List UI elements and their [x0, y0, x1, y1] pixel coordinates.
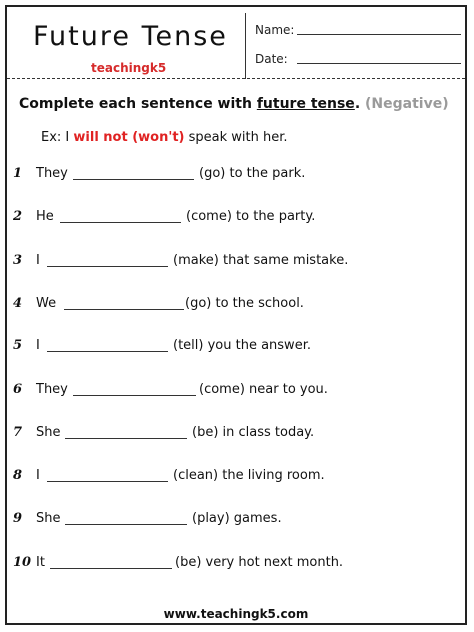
date-field[interactable] [297, 63, 461, 64]
item-number: 1 [13, 166, 23, 181]
item-subject: I [36, 338, 40, 353]
answer-blank[interactable] [65, 524, 187, 525]
item-rest: (play) games. [192, 511, 282, 526]
date-label: Date: [255, 52, 288, 66]
item-number: 8 [13, 468, 23, 483]
item-subject: They [36, 166, 68, 181]
instruction-keyword: future tense [256, 96, 355, 112]
item-number: 2 [13, 209, 23, 224]
example-suffix: speak with her. [184, 130, 288, 145]
item-number: 7 [13, 425, 23, 440]
item-rest: (go) to the park. [199, 166, 306, 181]
item-number: 3 [13, 253, 23, 268]
name-field[interactable] [297, 34, 461, 35]
answer-blank[interactable] [73, 395, 196, 396]
item-subject: I [36, 468, 40, 483]
item-subject: It [36, 555, 45, 570]
example-sentence [41, 130, 288, 145]
name-label: Name: [255, 23, 295, 37]
instruction-prefix: Complete each sentence with [19, 96, 257, 112]
example-prefix: Ex: I [41, 130, 74, 145]
list-item [7, 338, 467, 358]
item-number: 5 [13, 338, 23, 353]
list-item [7, 511, 467, 531]
list-item [7, 166, 467, 186]
answer-blank[interactable] [64, 309, 184, 310]
instruction-text [19, 96, 449, 112]
item-subject: She [36, 511, 61, 526]
answer-blank[interactable] [50, 568, 172, 569]
item-rest: (tell) you the answer. [173, 338, 311, 353]
item-subject: He [36, 209, 54, 224]
answer-blank[interactable] [47, 481, 168, 482]
item-subject: They [36, 382, 68, 397]
item-rest: (be) very hot next month. [175, 555, 344, 570]
item-rest: (make) that same mistake. [173, 253, 349, 268]
list-item [7, 253, 467, 273]
list-item [7, 382, 467, 402]
list-item [7, 555, 467, 575]
worksheet-title: Future Tense [33, 21, 228, 52]
worksheet [5, 5, 467, 625]
item-rest: (clean) the living room. [173, 468, 325, 483]
answer-blank[interactable] [47, 351, 168, 352]
example-highlight: will not (won't) [73, 130, 185, 145]
item-number: 10 [13, 555, 32, 570]
instruction-period: . [354, 96, 361, 112]
answer-blank[interactable] [73, 179, 194, 180]
item-rest: (be) in class today. [192, 425, 315, 440]
header-divider [245, 13, 246, 79]
list-item [7, 425, 467, 445]
item-subject: She [36, 425, 61, 440]
dashed-divider [7, 78, 465, 79]
item-number: 6 [13, 382, 23, 397]
answer-blank[interactable] [47, 266, 168, 267]
item-number: 9 [13, 511, 23, 526]
answer-blank[interactable] [65, 438, 187, 439]
item-rest: (go) to the school. [185, 296, 304, 311]
item-rest: (come) to the party. [186, 209, 316, 224]
footer-website: www.teachingk5.com [163, 607, 309, 621]
list-item [7, 296, 467, 316]
item-rest: (come) near to you. [199, 382, 328, 397]
answer-blank[interactable] [60, 222, 181, 223]
item-subject: We [36, 296, 57, 311]
list-item [7, 468, 467, 488]
instruction-note: (Negative) [365, 96, 449, 112]
item-number: 4 [13, 296, 23, 311]
list-item [7, 209, 467, 229]
brand-label: teachingk5 [91, 61, 167, 75]
item-subject: I [36, 253, 40, 268]
